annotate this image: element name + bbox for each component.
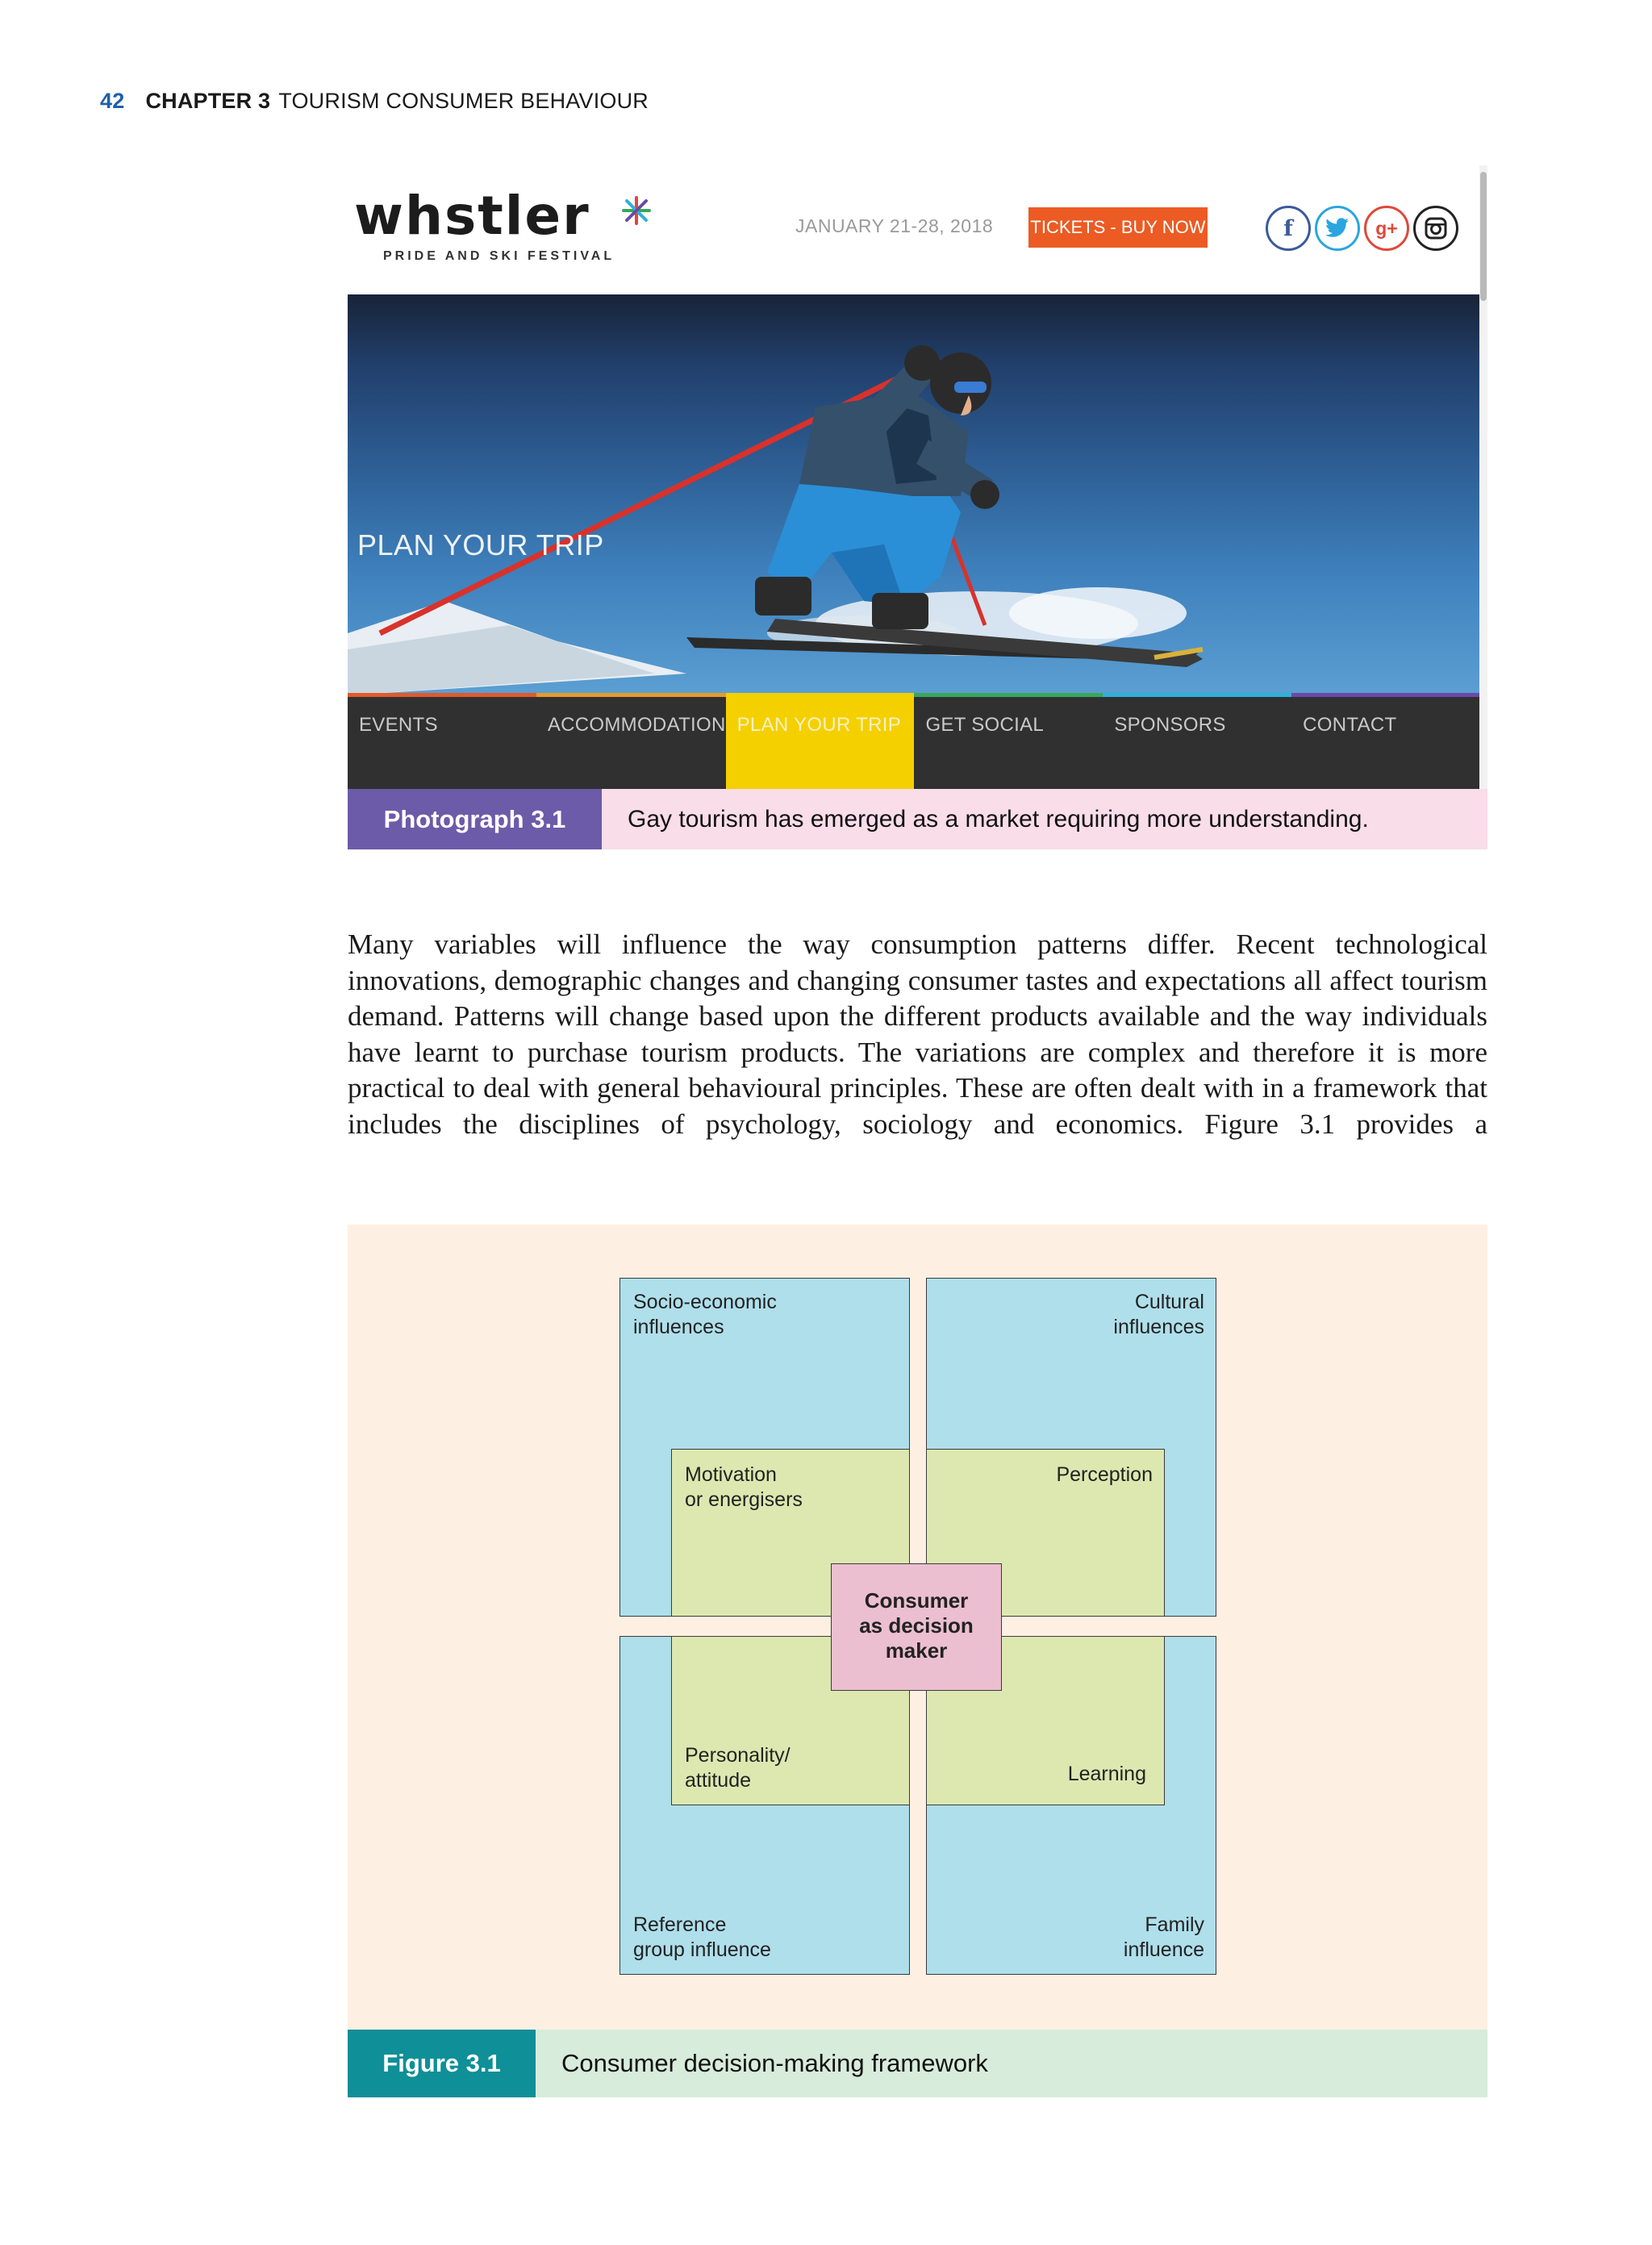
body-paragraph: Many variables will influence the way consumption patterns differ. Recent technological innovations, demographic changes and changing consumer tastes and expectations all affect tourism demand. Patterns will change based upon the different products available and the way individuals have learnt to purchase tourism products. The variations are complex and therefore it is more practical to deal with general behavioural principles. These are often dealt with in a framework that includes the disciplines of psychology, sociology and economics. Figure 3.1 provides a: [348, 928, 1487, 1140]
nav-plan-your-trip[interactable]: [726, 693, 915, 789]
nav-color-bar: [536, 693, 726, 697]
chapter-label: CHAPTER 3: [145, 89, 271, 113]
site-logo[interactable]: whstler: [354, 185, 590, 247]
figure-label: Figure 3.1: [348, 2030, 536, 2097]
nav-color-bar: [914, 693, 1103, 697]
site-scrollbar[interactable]: [1479, 165, 1487, 789]
nav-accommodation[interactable]: [536, 693, 726, 789]
box-label: Cultural influences: [1113, 1291, 1204, 1338]
figure-caption: [348, 2030, 1487, 2097]
twitter-icon[interactable]: [1315, 206, 1360, 251]
nav-color-bar: [348, 693, 536, 697]
nav-label: EVENTS: [359, 714, 438, 736]
figure-panel: [348, 1225, 1487, 2030]
nav-label: GET SOCIAL: [925, 714, 1045, 736]
site-header: [348, 165, 1487, 294]
site-nav: [348, 693, 1480, 789]
nav-contact[interactable]: [1291, 693, 1480, 789]
nav-label: SPONSORS: [1114, 714, 1226, 736]
instagram-icon[interactable]: [1413, 206, 1458, 251]
box-label: Motivation or energisers: [685, 1463, 803, 1511]
box-label: Learning: [1067, 1763, 1146, 1785]
photograph-caption-text: Gay tourism has emerged as a market requiring more understanding.: [602, 789, 1487, 849]
box-label: Perception: [1056, 1463, 1153, 1486]
photograph-caption: [348, 789, 1487, 849]
skier-image: [348, 294, 1480, 695]
nav-label: PLAN YOUR TRIP: [736, 714, 901, 736]
logo-star-icon: [620, 194, 653, 227]
festival-date: JANUARY 21-28, 2018: [795, 215, 994, 236]
running-head: [100, 89, 649, 114]
nav-label: ACCOMMODATION: [547, 714, 726, 736]
facebook-icon[interactable]: f: [1266, 206, 1311, 251]
figure-caption-text: Consumer decision-making framework: [536, 2030, 1487, 2097]
nav-label: CONTACT: [1303, 714, 1397, 736]
nav-color-bar: [1103, 693, 1291, 697]
page-number: 42: [100, 89, 125, 113]
hero-title: PLAN YOUR TRIP: [357, 528, 604, 561]
nav-events[interactable]: [348, 693, 536, 789]
scrollbar-thumb[interactable]: [1480, 172, 1487, 301]
box-label: Socio-economic influences: [633, 1291, 777, 1338]
google-plus-icon[interactable]: g+: [1364, 206, 1409, 251]
box-label: Family influence: [1123, 1913, 1204, 1961]
center-label: Consumer as decision maker: [859, 1588, 974, 1663]
nav-color-bar: [1291, 693, 1480, 697]
nav-sponsors[interactable]: [1103, 693, 1291, 789]
consumer-decision-maker-box: [831, 1563, 1002, 1691]
site-logo-subtitle: PRIDE AND SKI FESTIVAL: [383, 249, 615, 263]
hero-banner: [348, 294, 1480, 695]
box-label: Personality/ attitude: [685, 1744, 791, 1792]
chapter-title: TOURISM CONSUMER BEHAVIOUR: [278, 89, 649, 113]
website-screenshot: [348, 165, 1487, 789]
nav-color-bar: [726, 693, 915, 697]
nav-get-social[interactable]: [914, 693, 1103, 789]
box-label: Reference group influence: [633, 1913, 771, 1961]
tickets-buy-now-button[interactable]: TICKETS - BUY NOW: [1028, 207, 1208, 248]
photograph-label: Photograph 3.1: [348, 789, 602, 849]
